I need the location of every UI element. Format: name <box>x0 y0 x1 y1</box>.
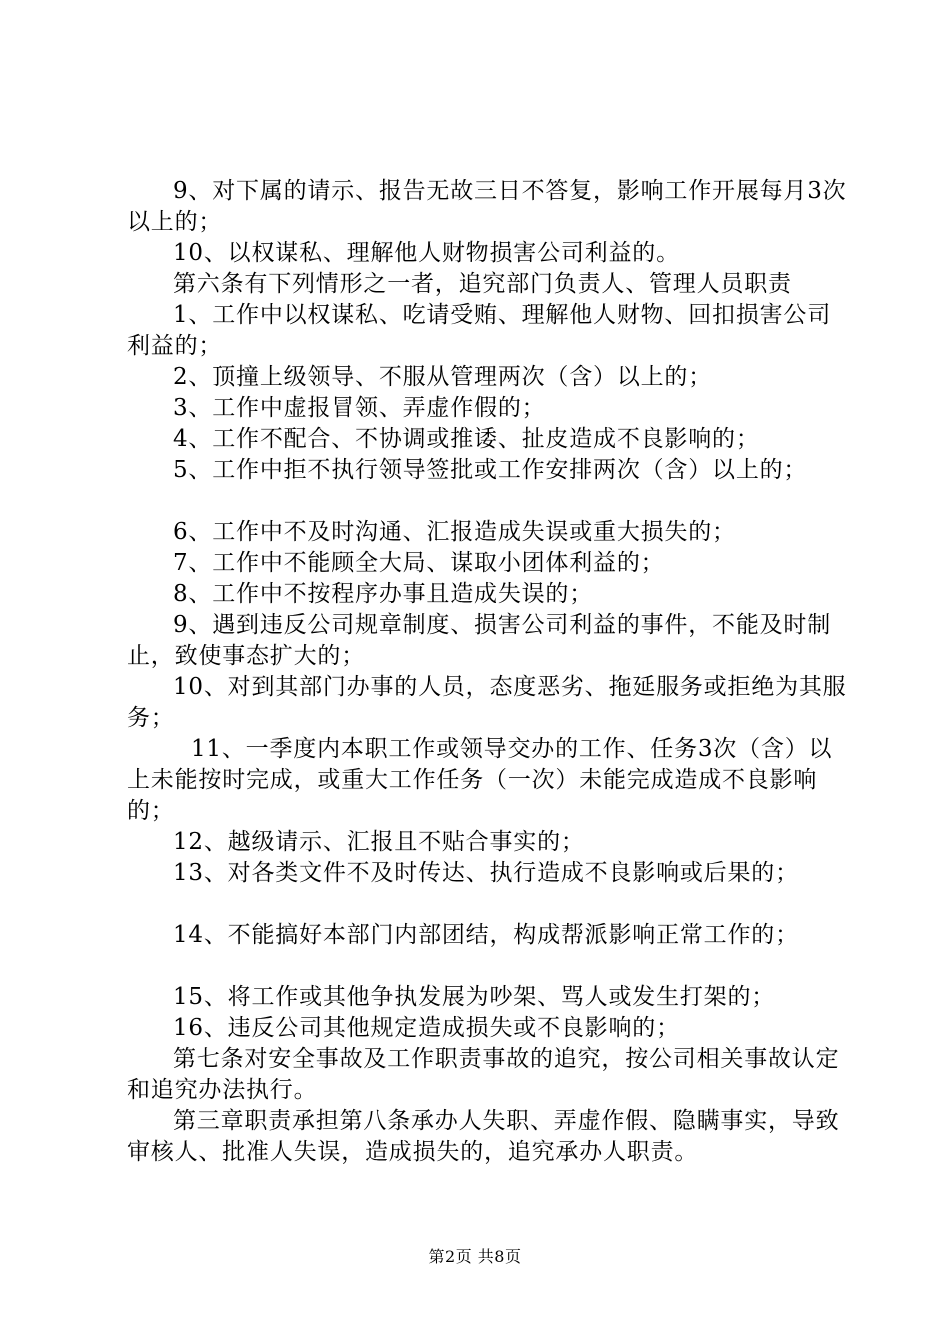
chapter-3-article-8-text: 第三章职责承担第八条承办人失职、弄虚作假、隐瞒事实，导致审核人、批准人失误，造成损失的，追究承办人职责。 <box>127 1108 840 1165</box>
paragraph-item-9-b: 9、遇到违反公司规章制度、损害公司利益的事件，不能及时制止，致使事态扩大的； <box>127 612 832 669</box>
paragraph-item-15: 15、将工作或其他争执发展为吵架、骂人或发生打架的； <box>173 984 776 1010</box>
paragraph-item-7: 7、工作中不能顾全大局、谋取小团体利益的； <box>173 550 665 576</box>
paragraph-item-14: 14、不能搞好本部门内部团结，构成帮派影响正常工作的； <box>173 922 799 948</box>
paragraph-item-11: 11、一季度内本职工作或领导交办的工作、任务3次（含）以上未能按时完成，或重大工作任务（一次）未能完成造成不良影响的； <box>127 736 833 824</box>
paragraph-item-12: 12、越级请示、汇报且不贴合事实的； <box>173 829 585 855</box>
paragraph-item-1: 1、工作中以权谋私、吃请受贿、理解他人财物、回扣损害公司利益的； <box>127 302 832 359</box>
paragraph-item-5: 5、工作中拒不执行领导签批或工作安排两次（含）以上的； <box>173 457 808 483</box>
paragraph-item-3: 3、工作中虚报冒领、弄虚作假的； <box>173 395 546 421</box>
paragraph-item-2: 2、顶撞上级领导、不服从管理两次（含）以上的； <box>173 364 713 390</box>
document-body <box>127 176 847 1168</box>
paragraph-item-9-a: 9、对下属的请示、报告无故三日不答复，影响工作开展每月3次以上的； <box>127 178 847 235</box>
paragraph-item-10-a: 10、以权谋私、理解他人财物损害公司利益的。 <box>173 240 680 266</box>
paragraph-item-13: 13、对各类文件不及时传达、执行造成不良影响或后果的； <box>173 860 799 886</box>
paragraph-item-8: 8、工作中不按程序办事且造成失误的； <box>173 581 594 607</box>
paragraph-item-10-b: 10、对到其部门办事的人员，态度恶劣、拖延服务或拒绝为其服务； <box>127 674 847 731</box>
article-7-text: 第七条对安全事故及工作职责事故的追究，按公司相关事故认定和追究办法执行。 <box>127 1046 840 1103</box>
paragraph-item-4: 4、工作不配合、不协调或推诿、扯皮造成不良影响的； <box>173 426 760 452</box>
paragraph-item-6: 6、工作中不及时沟通、汇报造成失误或重大损失的； <box>173 519 736 545</box>
paragraph-item-16: 16、违反公司其他规定造成损失或不良影响的； <box>173 1015 680 1041</box>
article-6-heading: 第六条有下列情形之一者，追究部门负责人、管理人员职责 <box>173 271 792 297</box>
page-number-footer: 第2页 共8页 <box>428 1247 522 1266</box>
